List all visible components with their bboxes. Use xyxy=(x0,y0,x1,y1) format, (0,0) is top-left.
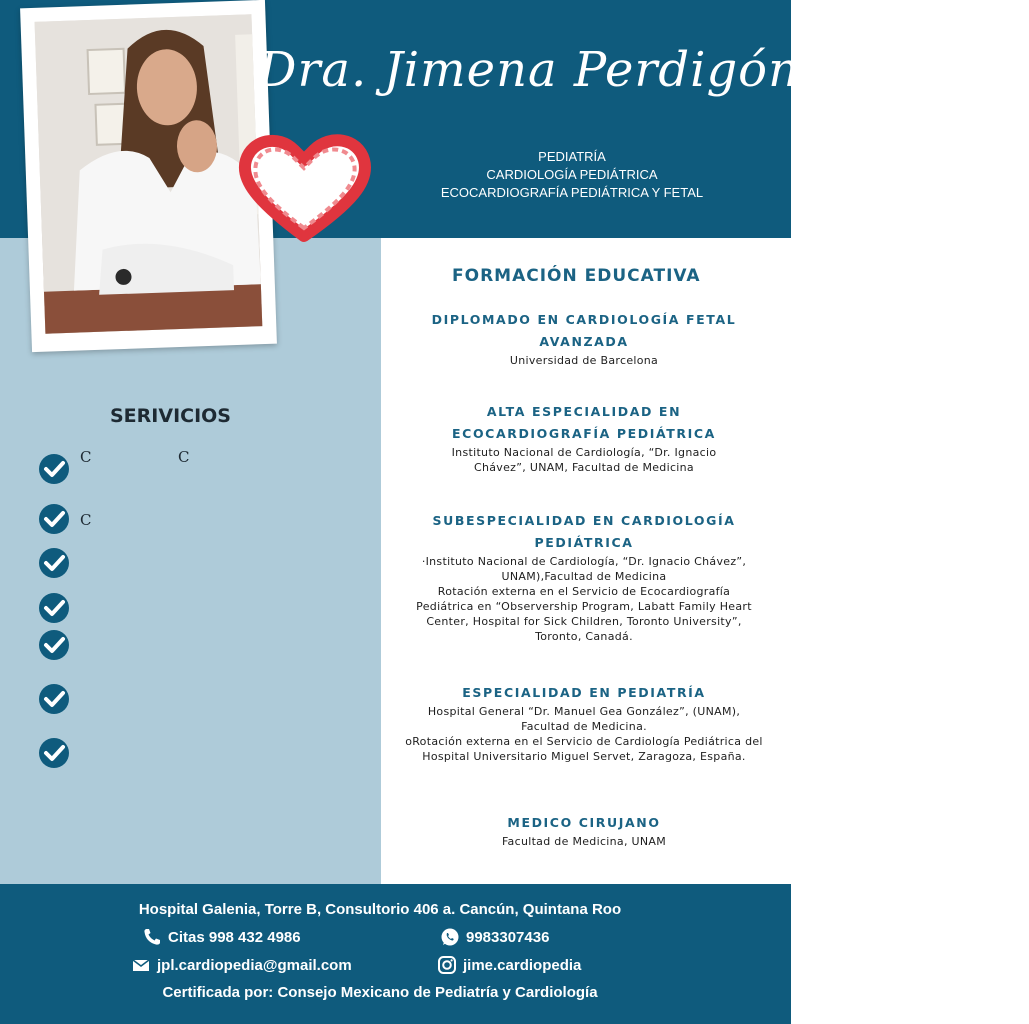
check-circle-icon xyxy=(38,629,70,661)
education-item xyxy=(404,682,764,764)
education-text: Universidad de Barcelona xyxy=(509,354,659,367)
specialty-item: ECOCARDIOGRAFÍA PEDIÁTRICA Y FETAL xyxy=(440,185,704,200)
specialty-item: CARDIOLOGÍA PEDIÁTRICA xyxy=(486,167,658,182)
education-text: Hospital General “Dr. Manuel Gea González”, (UNAM), Facultad de Medicina. oRotación externa en el Servicio de Cardiología Pediátrica del Hospital Universitario Miguel Servet, Zaragoza, España. xyxy=(405,705,763,763)
check-circle-icon xyxy=(38,683,70,715)
heart-icon xyxy=(238,132,370,244)
whatsapp-contact[interactable] xyxy=(440,927,549,947)
mail-icon xyxy=(131,955,151,975)
footer-certification: Certificada por: Consejo Mexicano de Pediatría y Cardiología xyxy=(162,984,598,1001)
specialties-list xyxy=(410,148,734,202)
email-text[interactable]: jpl.cardiopedia@gmail.com xyxy=(157,956,352,974)
education-heading: ALTA ESPECIALIDAD EN ECOCARDIOGRAFÍA PEDIÁTRICA xyxy=(452,404,716,441)
check-circle-icon xyxy=(38,737,70,769)
education-title: FORMACIÓN EDUCATIVA xyxy=(452,266,701,286)
education-text: ·Instituto Nacional de Cardiología, “Dr. Ignacio Chávez”, UNAM),Facultad de Medicina Rotación externa en el Servicio de Ecocardiografía Pediátrica en “Observership Program, Labatt Family Heart Center, Hospital for Sick Children, Toronto University”, Toronto, Canadá. xyxy=(416,555,752,643)
service-label: C xyxy=(178,448,190,466)
education-heading: DIPLOMADO EN CARDIOLOGÍA FETAL AVANZADA xyxy=(431,312,737,349)
education-item xyxy=(416,510,752,644)
profile-photo xyxy=(35,14,263,333)
service-label: C xyxy=(80,448,92,466)
education-item xyxy=(404,812,764,849)
education-text: Facultad de Medicina, UNAM xyxy=(501,835,667,848)
education-item xyxy=(434,401,734,475)
whatsapp-text[interactable]: 9983307436 xyxy=(466,928,550,946)
service-label: C xyxy=(80,511,92,529)
education-heading: SUBESPECIALIDAD EN CARDIOLOGÍA PEDIÁTRICA xyxy=(432,513,736,550)
doctor-name: Dra. Jimena Perdigón Lagunes xyxy=(258,42,1029,98)
services-title: SERIVICIOS xyxy=(110,405,231,427)
education-heading: MEDICO CIRUJANO xyxy=(507,815,661,830)
instagram-text[interactable]: jime.cardiopedia xyxy=(463,956,582,974)
footer-address: Hospital Galenia, Torre B, Consultorio 406 a. Cancún, Quintana Roo xyxy=(138,901,622,918)
doctor-portrait xyxy=(35,14,263,333)
check-circle-icon xyxy=(38,592,70,624)
instagram-icon xyxy=(437,955,457,975)
whatsapp-icon xyxy=(440,927,460,947)
check-circle-icon xyxy=(38,453,70,485)
education-item xyxy=(404,309,764,368)
check-circle-icon xyxy=(38,503,70,535)
specialty-item: PEDIATRÍA xyxy=(538,149,606,164)
phone-icon xyxy=(142,927,162,947)
education-heading: ESPECIALIDAD EN PEDIATRÍA xyxy=(462,685,706,700)
email-contact[interactable] xyxy=(131,955,352,975)
phone-contact[interactable] xyxy=(142,927,301,947)
education-text: Instituto Nacional de Cardiología, “Dr. Ignacio Chávez”, UNAM, Facultad de Medicina xyxy=(451,446,717,474)
check-circle-icon xyxy=(38,547,70,579)
instagram-contact[interactable] xyxy=(437,955,581,975)
phone-text[interactable]: Citas 998 432 4986 xyxy=(168,928,301,946)
